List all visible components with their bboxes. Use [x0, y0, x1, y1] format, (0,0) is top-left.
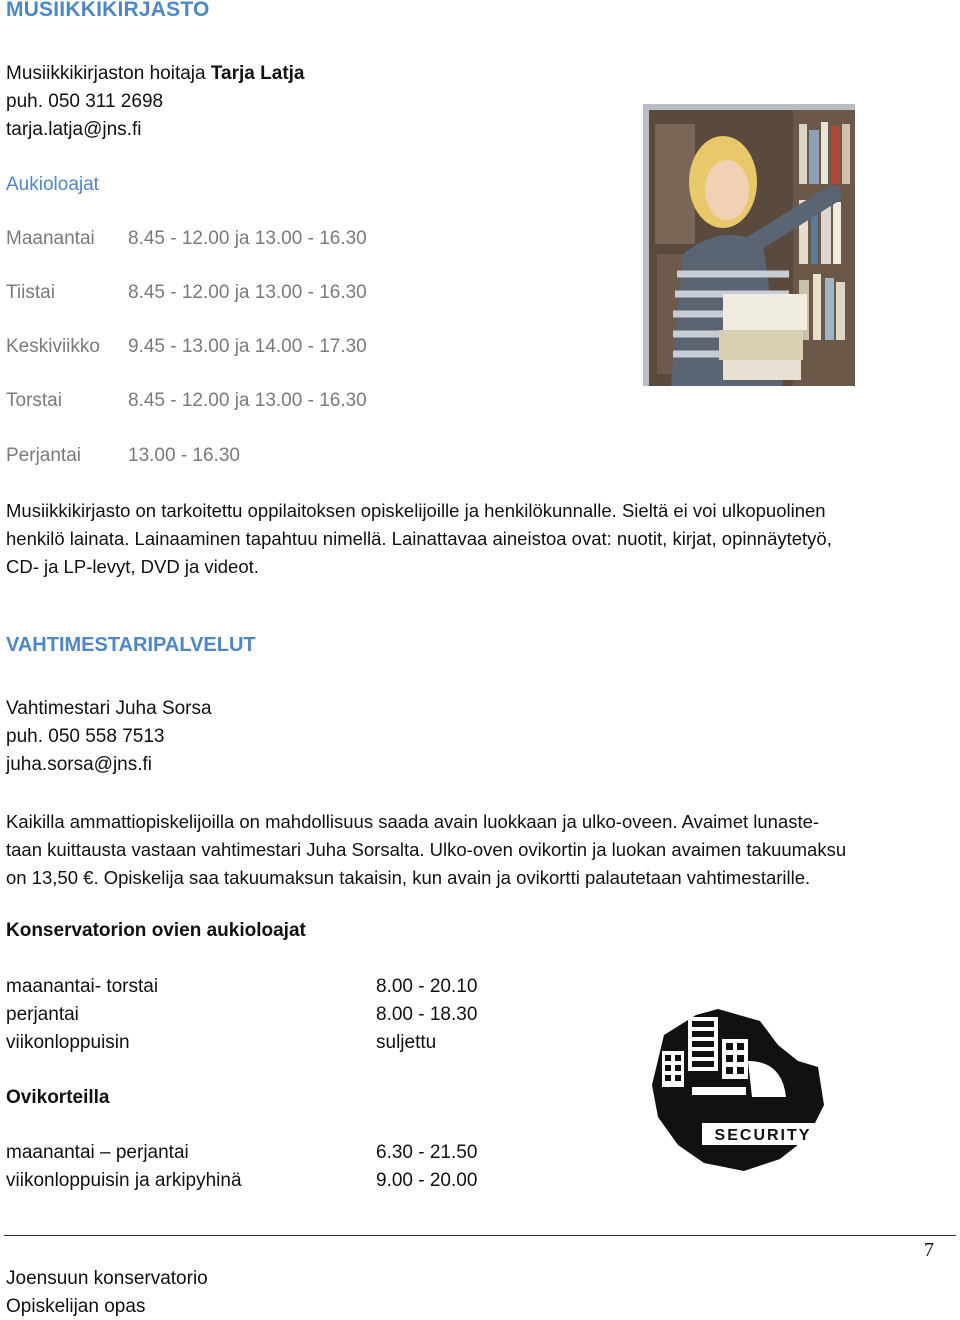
- hours-day: Perjantai: [6, 445, 81, 466]
- door-card-value: 6.30 - 21.50: [376, 1142, 478, 1163]
- janitor-description-line: Kaikilla ammattiopiskelijoilla on mahdollisuus saada avain luokkaan ja ulko-oveen. Avaimet lunaste-: [6, 811, 820, 832]
- door-hours-value: suljettu: [376, 1032, 437, 1053]
- janitor-description-line: taan kuittausta vastaan vahtimestari Juha Sorsalta. Ulko-oven ovikortin ja luokan avaimen takuumaksu: [6, 839, 847, 860]
- hours-time: 9.45 - 13.00 ja 14.00 - 17.30: [128, 336, 367, 357]
- janitor-phone: puh. 050 558 7513: [6, 726, 165, 747]
- hours-time: 8.45 - 12.00 ja 13.00 - 16.30: [128, 390, 367, 411]
- door-card-value: 9.00 - 20.00: [376, 1170, 478, 1191]
- door-card-label: viikonloppuisin ja arkipyhinä: [6, 1170, 242, 1191]
- door-hours-value: 8.00 - 18.30: [376, 1004, 478, 1025]
- hours-title: Aukioloajat: [6, 174, 99, 195]
- library-keeper-name: Tarja Latja: [210, 63, 305, 84]
- hours-day: Maanantai: [6, 228, 95, 249]
- library-description-line: CD- ja LP-levyt, DVD ja videot.: [6, 556, 259, 577]
- library-phone: puh. 050 311 2698: [6, 91, 164, 112]
- door-card-label: maanantai – perjantai: [6, 1142, 189, 1163]
- janitor-email[interactable]: juha.sorsa@jns.fi: [6, 754, 153, 775]
- door-hours-label: perjantai: [6, 1004, 79, 1025]
- janitor-description: [6, 808, 954, 892]
- library-student-photo: [643, 104, 855, 386]
- hours-time: 8.45 - 12.00 ja 13.00 - 16.30: [128, 282, 367, 303]
- hours-day: Torstai: [6, 390, 62, 411]
- door-hours-label: maanantai- torstai: [6, 976, 159, 997]
- library-keeper-prefix: Musiikkikirjaston hoitaja: [6, 63, 206, 84]
- hours-day: Keskiviikko: [6, 336, 100, 357]
- footer-line-1: Joensuun konservatorio: [6, 1268, 208, 1289]
- library-description-line: Musiikkikirjasto on tarkoitettu oppilaitoksen opiskelijoille ja henkilökunnalle. Sieltä ei voi ulkopuolinen: [6, 500, 826, 521]
- janitor-name: Vahtimestari Juha Sorsa: [6, 698, 212, 719]
- door-hours-label: viikonloppuisin: [6, 1032, 130, 1053]
- library-description-line: henkilö lainata. Lainaaminen tapahtuu nimellä. Lainattavaa aineistoa ovat: nuotit, kirjat, opinnäytetyö,: [6, 528, 832, 549]
- hours-time: 13.00 - 16.30: [128, 445, 240, 466]
- janitor-title: VAHTIMESTARIPALVELUT: [6, 634, 256, 656]
- music-library-title: MUSIIKKIKIRJASTO: [6, 0, 210, 21]
- security-logo-text: SECURITY: [714, 1127, 812, 1144]
- janitor-description-line: on 13,50 €. Opiskelija saa takuumaksun takaisin, kun avain ja ovikortti palautetaan vahtimestarille.: [6, 867, 811, 888]
- door-card-title: Ovikorteilla: [6, 1087, 110, 1108]
- security-logo-icon: [648, 1005, 828, 1177]
- footer-line-2: Opiskelijan opas: [6, 1296, 146, 1317]
- page-number: 7: [924, 1239, 934, 1261]
- door-hours-title: Konservatorion ovien aukioloajat: [6, 920, 306, 941]
- library-keeper: [6, 63, 305, 85]
- door-hours-value: 8.00 - 20.10: [376, 976, 478, 997]
- hours-day: Tiistai: [6, 282, 55, 303]
- library-email[interactable]: tarja.latja@jns.fi: [6, 119, 142, 140]
- footer-divider: [4, 1235, 956, 1236]
- hours-time: 8.45 - 12.00 ja 13.00 - 16.30: [128, 228, 367, 249]
- library-description: [6, 497, 954, 581]
